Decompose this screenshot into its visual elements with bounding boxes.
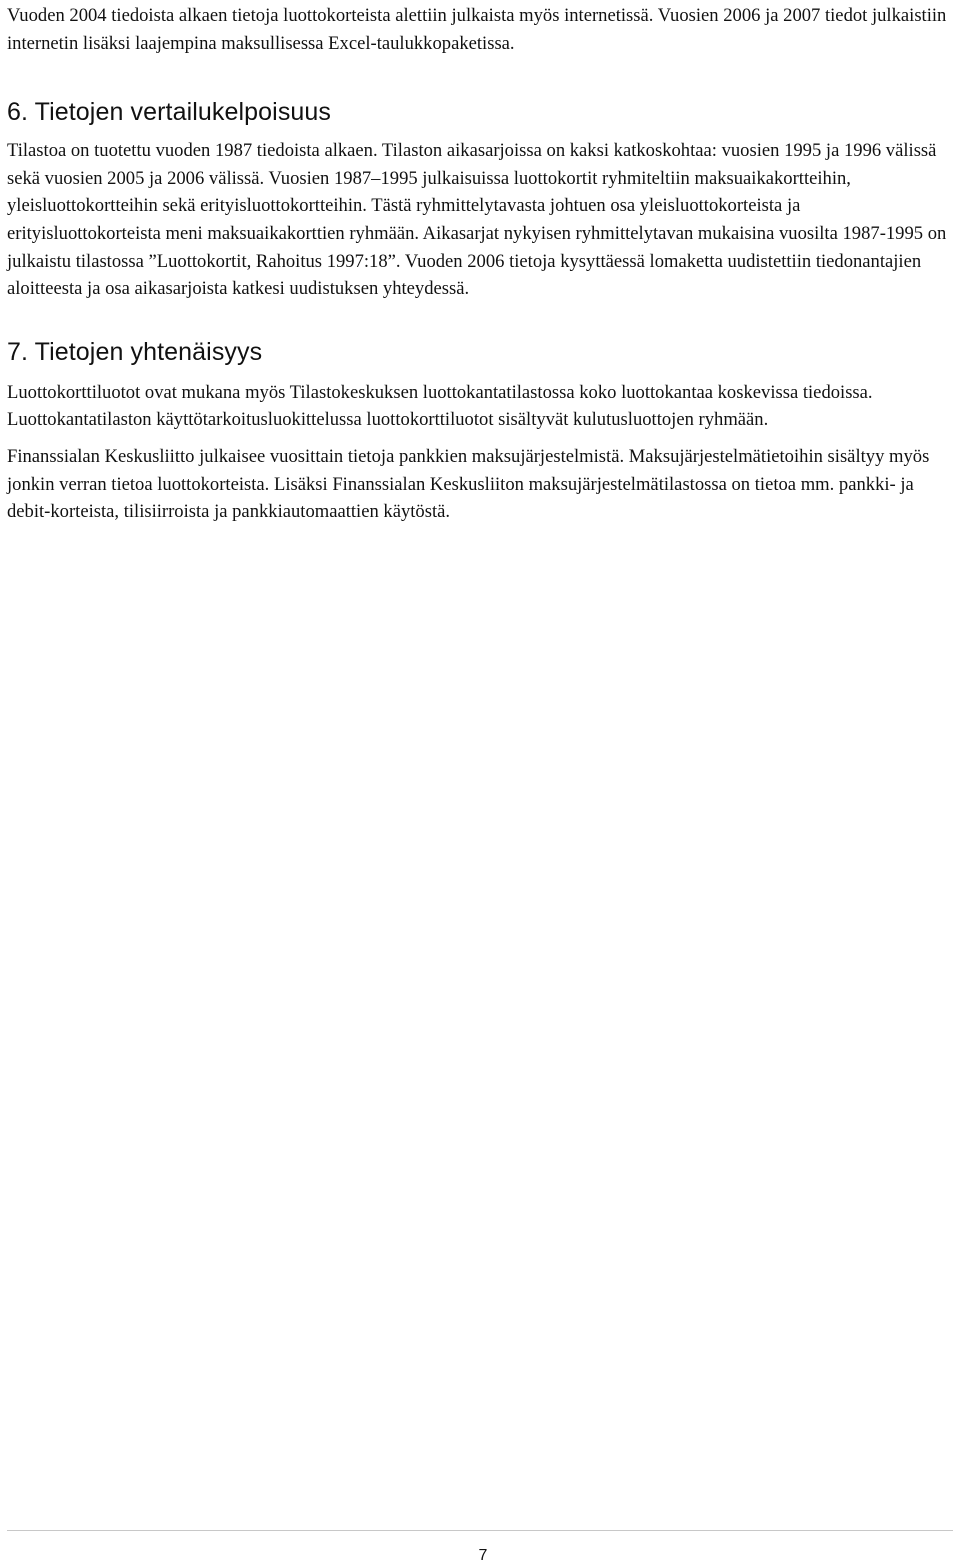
document-page (7, 2, 957, 526)
intro-paragraph: Vuoden 2004 tiedoista alkaen tietoja luottokorteista alettiin julkaista myös internetissä. Vuosien 2006 ja 2007 tiedot julkaistiin internetin lisäksi laajempina maksullisessa Excel-taulukkopaketissa. (7, 5, 947, 54)
section-6-heading: 6. Tietojen vertailukelpoisuus (7, 98, 332, 127)
section-7-paragraph-1: Luottokorttiluotot ovat mukana myös Tilastokeskuksen luottokantatilastossa koko luottokantaa koskevissa tiedoissa. Luottokantatilaston käyttötarkoitusluokittelussa luottokorttiluotot sisältyvät kulutusluottojen ryhmään. (7, 381, 873, 431)
section-7-heading: 7. Tietojen yhtenäisyys (7, 337, 263, 366)
section-7-paragraph-2: Finanssialan Keskusliitto julkaisee vuosittain tietoja pankkien maksujärjestelmistä. Maksujärjestelmätietoihin sisältyy myös jonkin verran tietoa luottokorteista. Lisäksi Finanssialan Keskusliiton maksujärjestelmätilastossa on tietoa mm. pankki- ja debit-korteista, tilisiirroista ja pankkiautomaattien käytöstä. (7, 445, 930, 523)
section-6-paragraph: Tilastoa on tuotettu vuoden 1987 tiedoista alkaen. Tilaston aikasarjoissa on kaksi katkoskohtaa: vuosien 1995 ja 1996 välissä sekä vuosien 2005 ja 2006 välissä. Vuosien 1987–1995 julkaisuissa luottokortit ryhmiteltiin maksuaikakortteihin, yleisluottokortteihin sekä erityisluottokortteihin. Tästä ryhmittelytavasta johtuen osa yleisluottokorteista ja erityisluottokorteista meni maksuaikakorttien ryhmään. Aikasarjat nykyisen ryhmittelytavan mukaisina vuosilta 1987-1995 on julkaistu tilastossa ”Luottokortit, Rahoitus 1997:18”. Vuoden 2006 tietoja kysyttäessä lomaketta uudistettiin tiedonantajien aloitteesta ja osa aikasarjoista katkesi uudistuksen yhteydessä. (7, 140, 947, 300)
page-number: 7 (478, 1547, 488, 1564)
footer-divider (7, 1530, 953, 1531)
